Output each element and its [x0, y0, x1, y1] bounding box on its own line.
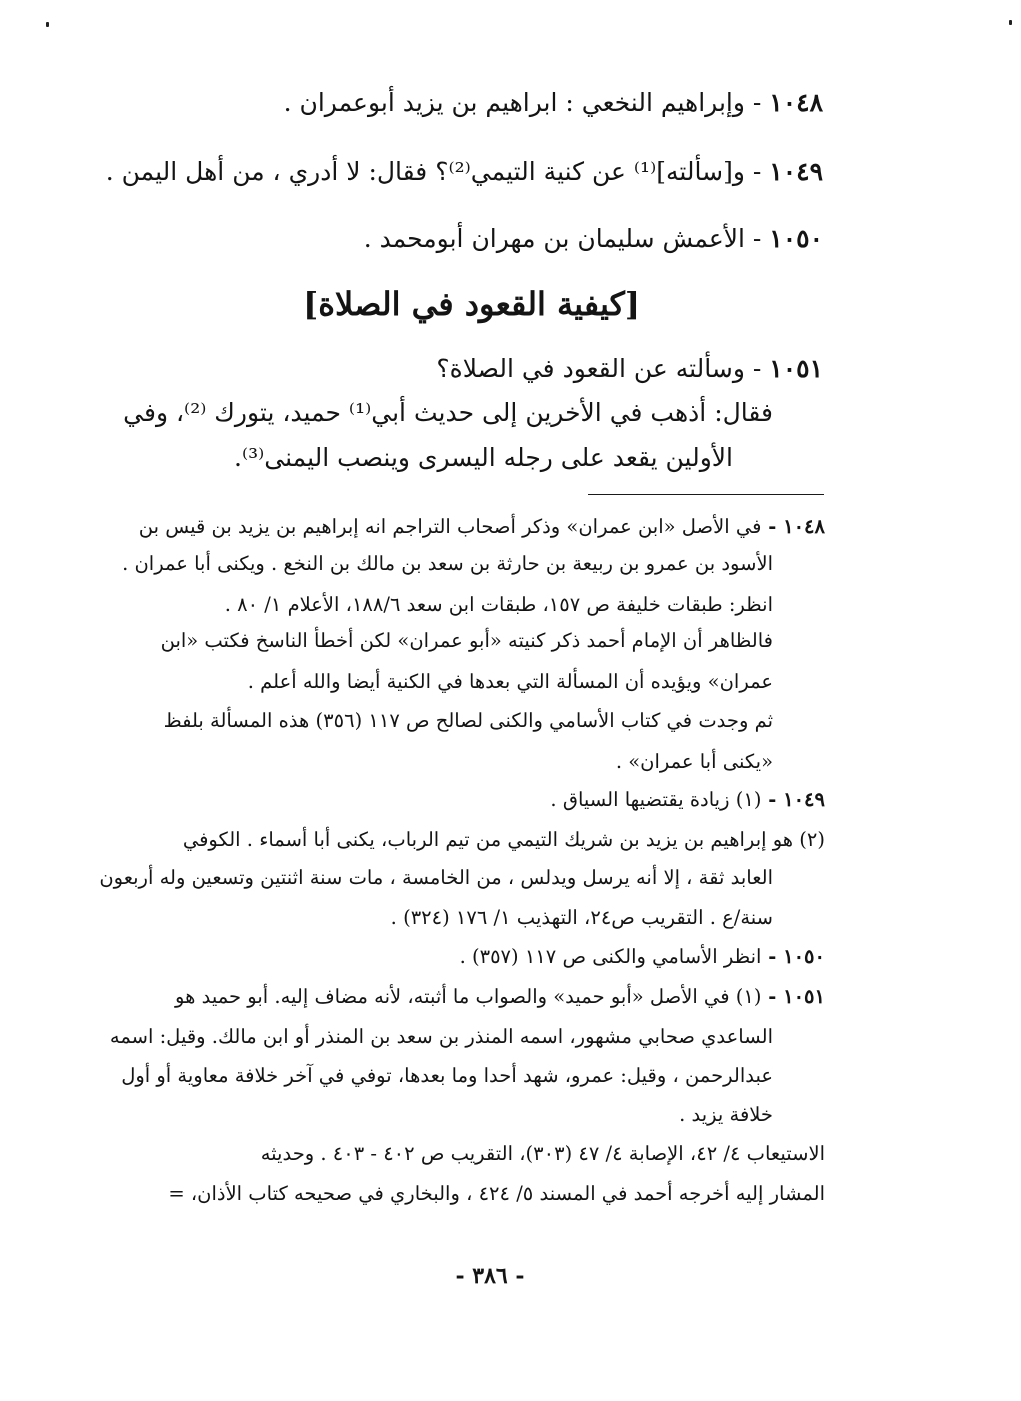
- entry-1051-line-2: فقال: أذهب في الأخرين إلى حديث أبي⁽¹⁾ حميد، يتورك ⁽²⁾، وفي: [123, 398, 773, 427]
- entry-text: الأعمش سليمان بن مهران أبومحمد .: [363, 224, 745, 253]
- footnote-line: «يكنى أبا عمران» .: [615, 750, 773, 773]
- footnote-1048: [139, 513, 825, 541]
- footnote-1051: [175, 983, 825, 1011]
- footnote-line: عبدالرحمن ، وقيل: عمرو، شهد أحدا وما بعدها، توفي في آخر خلافة معاوية أو أول: [121, 1064, 773, 1087]
- entry-1051: [436, 352, 823, 386]
- footnote-line: سنة/ع . التقريب ص٢٤، التهذيب ١/ ١٧٦ (٣٢٤) .: [390, 906, 773, 929]
- footnote-line: الساعدي صحابي مشهور، اسمه المنذر بن سعد بن المنذر أو ابن مالك. وقيل: اسمه: [109, 1025, 773, 1048]
- footnote-1049: [550, 786, 825, 814]
- entry-sep: -: [744, 224, 770, 253]
- page-number: - ٣٨٦ -: [455, 1263, 525, 1289]
- footnote-line: انظر: طبقات خليفة ص ١٥٧، طبقات ابن سعد ١٨٨/٦، الأعلام ١/ ٨٠ .: [224, 593, 773, 616]
- footnote-line: الأسود بن عمرو بن ربيعة بن حارثة بن سعد بن مالك بن النخع . ويكنى أبا عمران .: [122, 552, 773, 575]
- footnote-1050: [460, 943, 825, 971]
- entry-1048: [284, 86, 823, 120]
- footnote-line: (٢) هو إبراهيم بن يزيد بن شريك التيمي من تيم الرباب، يكنى أبا أسماء . الكوفي: [182, 828, 825, 851]
- footnote-line: عمران» ويؤيده أن المسألة التي بعدها في الكنية أيضا والله أعلم .: [247, 670, 773, 693]
- footnote-text: (١) في الأصل «أبو حميد» والصواب ما أثبته، لأنه مضاف إليه. أبو حميد هو: [175, 985, 762, 1008]
- footnote-label: ١٠٥١ -: [761, 985, 825, 1008]
- entry-number: ١٠٥٠: [769, 224, 823, 253]
- entry-text: و[سألته]⁽¹⁾ عن كنية التيمي⁽²⁾؟ فقال: لا أدري ، من أهل اليمن .: [105, 157, 745, 186]
- entry-text: وإبراهيم النخعي : ابراهيم بن يزيد أبوعمران .: [283, 88, 745, 117]
- footnote-line: فالظاهر أن الإمام أحمد ذكر كنيته «أبو عمران» لكن أخطأ الناسخ فكتب «ابن: [160, 629, 773, 652]
- footnote-line: خلافة يزيد .: [679, 1103, 773, 1126]
- footnote-line: المشار إليه أخرجه أحمد في المسند ٥/ ٤٢٤ ، والبخاري في صحيحه كتاب الأذان، =: [168, 1182, 825, 1205]
- entry-text: وسألته عن القعود في الصلاة؟: [436, 354, 745, 383]
- entry-1051-line-3: الأولين يقعد على رجله اليسرى وينصب اليمنى⁽³⁾.: [234, 443, 733, 472]
- footnote-label: ١٠٤٨ -: [761, 515, 825, 538]
- footnote-line: الاستيعاب ٤/ ٤٢، الإصابة ٤/ ٤٧ (٣٠٣)، التقريب ص ٤٠٢ - ٤٠٣ . وحديثه: [260, 1142, 825, 1165]
- footnote-text: انظر الأسامي والكنى ص ١١٧ (٣٥٧) .: [459, 945, 762, 968]
- footnote-line: العابد ثقة ، إلا أنه يرسل ويدلس ، من الخامسة ، مات سنة اثنتين وتسعين وله أربعون: [99, 866, 773, 889]
- entry-1049: [106, 155, 823, 189]
- footnote-text: في الأصل «ابن عمران» وذكر أصحاب التراجم انه إبراهيم بن يزيد بن قيس بن: [138, 515, 762, 538]
- section-heading: [كيفية القعود في الصلاة]: [303, 285, 640, 323]
- footnote-label: ١٠٤٩ -: [761, 788, 825, 811]
- footnote-label: ١٠٥٠ -: [761, 945, 825, 968]
- entry-sep: -: [744, 88, 770, 117]
- footnote-separator: [588, 494, 824, 495]
- footnote-line: ثم وجدت في كتاب الأسامي والكنى لصالح ص ١١٧ (٣٥٦) هذه المسألة بلفظ: [163, 709, 773, 732]
- entry-1050: [364, 222, 823, 256]
- scan-speck: [46, 22, 49, 27]
- entry-number: ١٠٤٩: [769, 157, 823, 186]
- entry-sep: -: [744, 157, 770, 186]
- entry-sep: -: [744, 354, 770, 383]
- entry-number: ١٠٤٨: [769, 88, 823, 117]
- footnote-text: (١) زيادة يقتضيها السياق .: [550, 788, 762, 811]
- scan-speck: [1009, 20, 1012, 25]
- entry-number: ١٠٥١: [769, 354, 823, 383]
